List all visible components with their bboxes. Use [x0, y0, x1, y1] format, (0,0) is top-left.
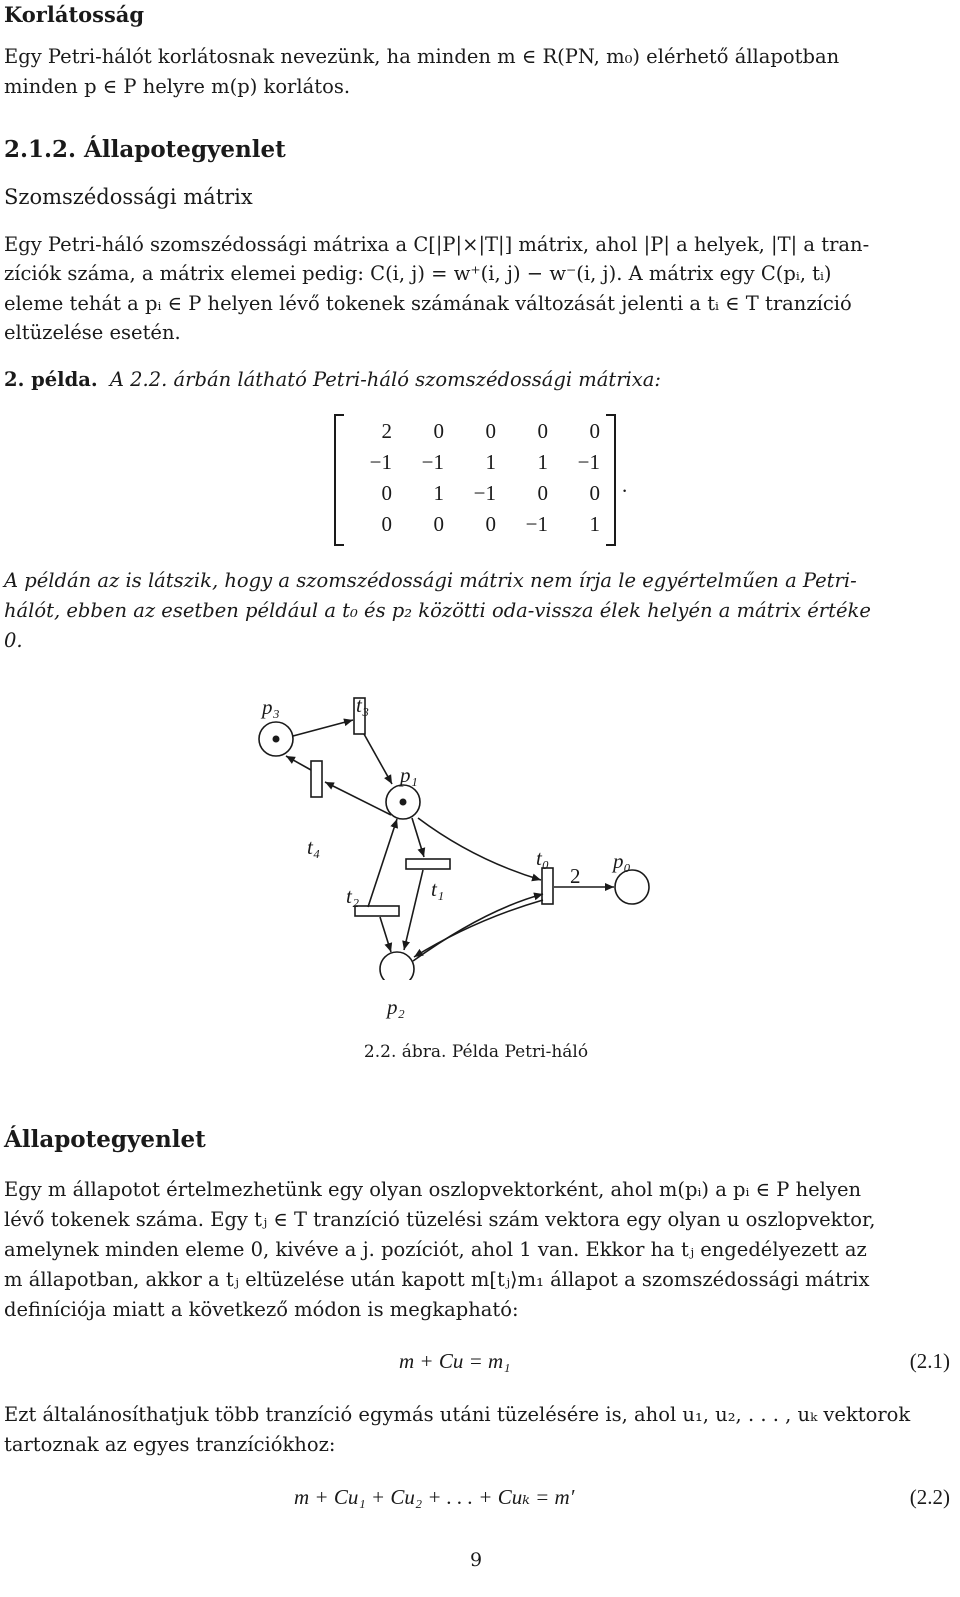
korlatossag-line-1: Egy Petri-hálót korlátosnak nevezünk, ha minden m ∈ R(PN, m₀) elérhető állapotban [4, 45, 840, 68]
matrix-left-bracket [334, 414, 344, 546]
matrix-cell: 0 [589, 481, 600, 505]
matrix-period: . [622, 473, 628, 497]
label-t0: t₀ [536, 846, 550, 870]
label-p3: p₃ [262, 695, 280, 719]
matrix-right-bracket [606, 414, 616, 546]
document-page [4, 0, 950, 1597]
arc-t1-p2 [404, 870, 423, 950]
example-text: A 2.2. árbán látható Petri-háló szomszédossági mátrixa: [109, 368, 661, 391]
matrix-row [346, 509, 606, 539]
matrix-cell: 0 [433, 419, 444, 443]
matrix-cell: 0 [381, 512, 392, 536]
figure-caption: 2.2. ábra. Példa Petri-háló [363, 1042, 589, 1062]
matrix-cell: −1 [525, 512, 548, 536]
matrix-cell: −1 [473, 481, 496, 505]
adjacency-line-3: eleme tehát a pᵢ ∈ P helyen lévő tokenek számának változását jelenti a tᵢ ∈ T tranzíció [4, 292, 852, 315]
place-p2 [380, 952, 414, 980]
korlatossag-line-2: minden p ∈ P helyre m(p) korlátos. [4, 75, 351, 98]
label-t1: t₁ [431, 877, 445, 901]
matrix-cell: −1 [369, 450, 392, 474]
allapot-after-line-2: tartoznak az egyes tranzíciókhoz: [4, 1433, 336, 1456]
arc-p1-t0 [418, 818, 541, 880]
matrix-cell: 1 [485, 450, 496, 474]
arc-p1-t1 [412, 818, 424, 857]
arc-t2-p1 [368, 819, 397, 907]
matrix-cell: 0 [589, 419, 600, 443]
matrix-cell: 0 [485, 512, 496, 536]
matrix-cell: −1 [421, 450, 444, 474]
equation-2-2-number: (2.2) [909, 1485, 950, 1509]
arc-t4-p3 [286, 756, 311, 770]
adjacency-matrix [334, 414, 616, 544]
matrix-row [346, 416, 606, 446]
equation-2-1: m + Cu = m₁ [399, 1349, 511, 1373]
page-number: 9 [469, 1549, 483, 1571]
transition-t1 [406, 859, 450, 869]
equation-2-2: m + Cu₁ + Cu₂ + . . . + Cuₖ = m′ [294, 1485, 575, 1509]
label-weight: 2 [570, 864, 581, 888]
label-t4: t₄ [307, 835, 321, 859]
matrix-cell: 1 [589, 512, 600, 536]
matrix-cell: 1 [537, 450, 548, 474]
example-note-line-2: hálót, ebben az esetben például a t₀ és p₂ közötti oda-vissza élek helyén a mátrix értéke [4, 599, 871, 622]
matrix-cell: 0 [433, 512, 444, 536]
subheading-adjacency-matrix: Szomszédossági mátrix [4, 185, 253, 209]
arc-p3-t3 [293, 720, 353, 736]
label-t3: t₃ [356, 693, 370, 717]
matrix-cell: 2 [381, 419, 392, 443]
heading-allapotegyenlet: Állapotegyenlet [4, 1126, 206, 1153]
matrix-cell: 1 [433, 481, 444, 505]
matrix-row [346, 478, 606, 508]
heading-korlatossag: Korlátosság [4, 2, 145, 27]
allapot-line-3: amelynek minden eleme 0, kivéve a j. pozíciót, ahol 1 van. Ekkor ha tⱼ engedélyezett az [4, 1238, 867, 1261]
example-note-line-1: A példán az is látszik, hogy a szomszédossági mátrix nem írja le egyértelműen a Petri- [4, 569, 857, 592]
allapot-after-line-1: Ezt általánosíthatjuk több tranzíció egymás utáni tüzelésére is, ahol u₁, u₂, . . . , uₖ vektorok [4, 1403, 911, 1426]
adjacency-line-4: eltüzelése esetén. [4, 321, 181, 344]
petri-net-diagram [4, 680, 948, 980]
matrix-cell: 0 [537, 481, 548, 505]
matrix-row [346, 447, 606, 477]
label-p0: p₀ [613, 849, 631, 873]
arc-p1-t4 [325, 782, 391, 815]
arc-t0-p2 [414, 900, 543, 957]
adjacency-line-2: zíciók száma, a mátrix elemei pedig: C(i, j) = w⁺(i, j) − w⁻(i, j). A mátrix egy C(pᵢ, tᵢ) [4, 262, 832, 285]
token-p3 [273, 736, 280, 743]
token-p1 [400, 799, 407, 806]
arc-t3-p1 [364, 734, 392, 784]
matrix-cell: 0 [485, 419, 496, 443]
arc-p2-t2 [380, 917, 391, 952]
allapot-line-5: definíciója miatt a következő módon is megkapható: [4, 1298, 519, 1321]
matrix-cell: −1 [577, 450, 600, 474]
example-block [4, 365, 661, 396]
transition-t4 [311, 761, 322, 797]
transition-t2 [355, 906, 399, 916]
allapot-line-1: Egy m állapotot értelmezhetünk egy olyan oszlopvektorként, ahol m(pᵢ) a pᵢ ∈ P helyen [4, 1178, 862, 1201]
adjacency-line-1: Egy Petri-háló szomszédossági mátrixa a C[|P|×|T|] mátrix, ahol |P| a helyek, |T| a tran- [4, 233, 870, 256]
allapot-line-2: lévő tokenek száma. Egy tⱼ ∈ T tranzíció tüzelési szám vektora egy olyan u oszlopvektor, [4, 1208, 876, 1231]
example-note-line-3: 0. [4, 629, 23, 652]
matrix-cell: 0 [537, 419, 548, 443]
subsection-title: 2.1.2. Állapotegyenlet [4, 136, 286, 163]
label-t2: t₂ [346, 884, 360, 908]
label-p1: p₁ [400, 763, 418, 787]
matrix-cell: 0 [381, 481, 392, 505]
example-label: 2. példa. [4, 368, 98, 391]
label-p2: p₂ [387, 995, 405, 1019]
equation-2-1-number: (2.1) [909, 1349, 950, 1373]
allapot-line-4: m állapotban, akkor a tⱼ eltüzelése után kapott m[tⱼ⟩m₁ állapot a szomszédossági mátrix [4, 1268, 870, 1291]
